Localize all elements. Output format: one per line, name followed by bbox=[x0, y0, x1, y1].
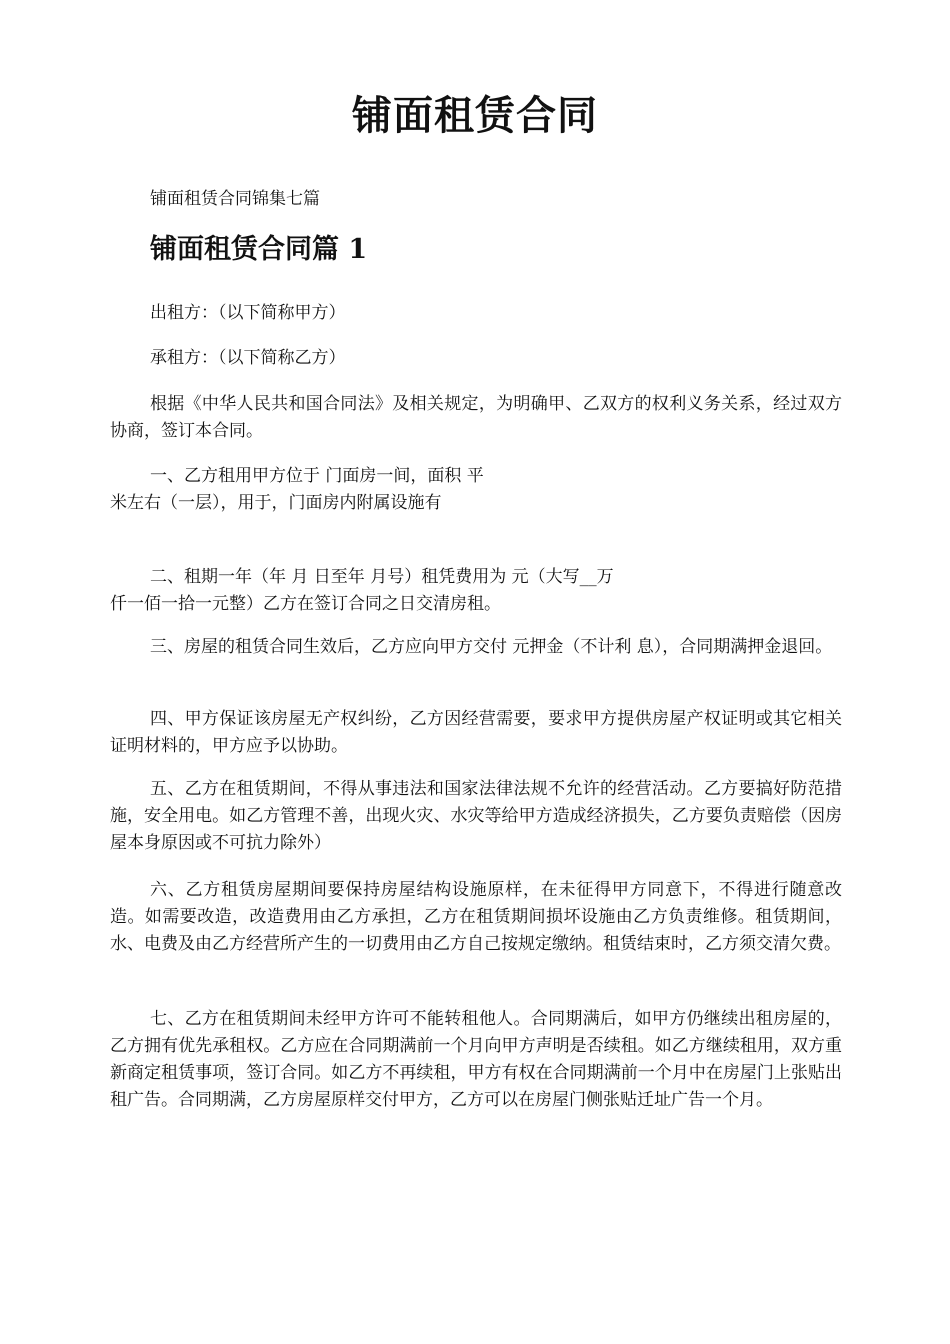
clause-2-line-2: 仟一佰一拾一元整）乙方在签订合同之日交清房租。 bbox=[110, 594, 501, 614]
clause-5: 五、乙方在租赁期间，不得从事违法和国家法律法规不允许的经营活动。乙方要搞好防范措施，安全用电。如乙方管理不善，出现火灾、水灾等给甲方造成经济损失，乙方要负责赔偿（因房屋本身原因或不可抗力除外） bbox=[110, 779, 842, 853]
intro-paragraph: 根据《中华人民共和国合同法》及相关规定，为明确甲、乙双方的权利义务关系，经过双方协商，签订本合同。 bbox=[110, 394, 842, 441]
clause-4: 四、甲方保证该房屋无产权纠纷，乙方因经营需要，要求甲方提供房屋产权证明或其它相关证明材料的，甲方应予以协助。 bbox=[110, 709, 842, 756]
clause-1 bbox=[110, 463, 842, 517]
clause-1-line-1: 一、乙方租用甲方位于 门面房一间，面积 平 bbox=[150, 466, 484, 486]
clause-2-line-1: 二、租期一年（年 月 日至年 月号）租凭费用为 元（大写__万 bbox=[150, 567, 614, 587]
document-title: 铺面租赁合同 bbox=[352, 92, 598, 139]
clause-7: 七、乙方在租赁期间未经甲方许可不能转租他人。合同期满后，如甲方仍继续出租房屋的，乙方拥有优先承租权。乙方应在合同期满前一个月向甲方声明是否续租。如乙方继续租用，双方重新商定租赁事项，签订合同。如乙方不再续租，甲方有权在合同期满前一个月中在房屋门上张贴出租广告。合同期满，乙方房屋原样交付甲方，乙方可以在房屋门侧张贴迁址广告一个月。 bbox=[110, 1009, 842, 1110]
lessee-line: 承租方：（以下简称乙方） bbox=[150, 348, 346, 368]
lessor-line: 出租方：（以下简称甲方） bbox=[150, 303, 346, 323]
section-heading: 铺面租赁合同篇 1 bbox=[150, 234, 368, 265]
clause-3: 三、房屋的租赁合同生效后，乙方应向甲方交付 元押金（不计利 息），合同期满押金退回。 bbox=[150, 637, 833, 657]
clause-1-line-2: 米左右（一层），用于，门面房内附属设施有 bbox=[110, 493, 442, 513]
clause-2 bbox=[110, 564, 842, 618]
document-subtitle: 铺面租赁合同锦集七篇 bbox=[150, 189, 320, 209]
clause-6: 六、乙方租赁房屋期间要保持房屋结构设施原样，在未征得甲方同意下，不得进行随意改造。如需要改造，改造费用由乙方承担，乙方在租赁期间损坏设施由乙方负责维修。租赁期间，水、电费及由乙方经营所产生的一切费用由乙方自己按规定缴纳。租赁结束时，乙方须交清欠费。 bbox=[110, 880, 842, 954]
